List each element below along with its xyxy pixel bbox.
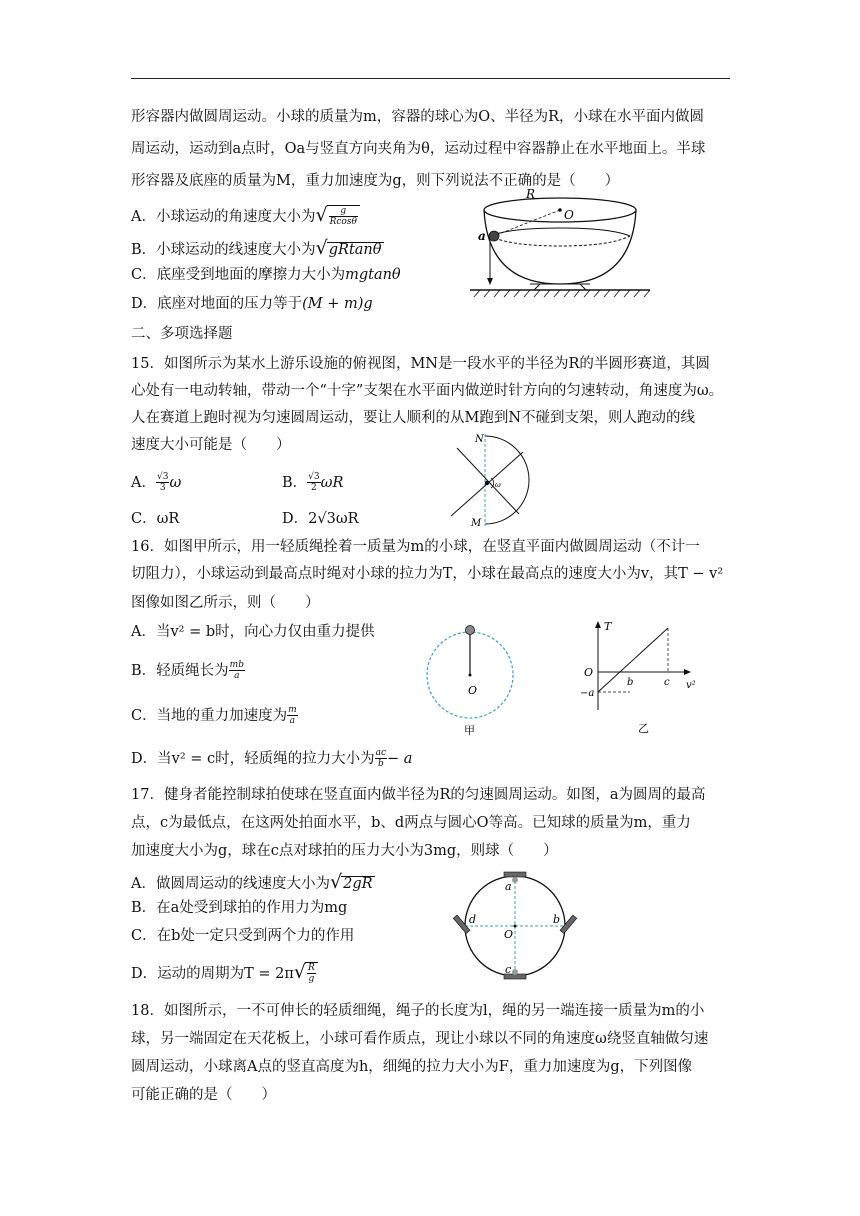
q17-line-1: 17．健身者能控制球拍使球在竖直面内做半径为R的匀速圆周运动。如图，a为圆周的最高 bbox=[131, 787, 706, 803]
q16-line-1: 16．如图甲所示，用一轻质绳拴着一质量为m的小球，在竖直平面内做圆周运动（不计一 bbox=[131, 539, 700, 555]
racket-label-b: b bbox=[553, 913, 561, 926]
q16-option-a[interactable]: A．当v² = b时，向心力仅由重力提供 bbox=[131, 624, 375, 640]
q17-option-a[interactable]: A．做圆周运动的线速度大小为√2gR bbox=[131, 871, 373, 893]
q18-line-4: 可能正确的是（ ） bbox=[131, 1087, 276, 1103]
graph-label-o: O bbox=[584, 666, 594, 679]
bowl-label-a: a bbox=[478, 229, 486, 243]
track-label-omega: ω bbox=[495, 481, 501, 489]
q16-option-c[interactable]: C．当地的重力加速度为 $\frac{m}{a}$ bbox=[131, 705, 297, 727]
graph-label-c: c bbox=[664, 677, 670, 688]
q15-option-b[interactable]: B． $\frac{√3}{2}$ ωR bbox=[282, 472, 344, 494]
q15-line-4: 速度大小可能是（ ） bbox=[131, 437, 291, 453]
q16-option-b[interactable]: B．轻质绳长为 $\frac{mb}{a}$ bbox=[131, 660, 244, 682]
q15-option-d[interactable]: D．2√3ωR bbox=[282, 511, 359, 527]
bowl-figure bbox=[470, 188, 650, 298]
q15-line-2: 心处有一电动转轴，带动一个“十字”支架在水平面内做逆时针方向的匀速转动，角速度为ω。 bbox=[131, 383, 724, 399]
section-heading: 二、多项选择题 bbox=[131, 326, 233, 342]
q14-option-a[interactable]: A．小球运动的角速度大小为√ $\frac{g}{Rcos\theta}$ bbox=[131, 205, 360, 228]
racket-circle-figure bbox=[455, 868, 580, 983]
bowl-label-r: R bbox=[526, 187, 536, 201]
q14-option-d[interactable]: D．底座对地面的压力等于(M + m)g bbox=[131, 296, 373, 312]
track-label-m: M bbox=[471, 518, 482, 529]
q16-option-d[interactable]: D．当v² = c时，轻质绳的拉力大小为 $\frac{ac}{b}$ − a bbox=[131, 748, 413, 770]
q14-line-3: 形容器及底座的质量为M，重力加速度为g，则下列说法不正确的是（ ） bbox=[131, 173, 620, 189]
q17-option-d[interactable]: D．运动的周期为T = 2π√ $\frac{R}{g}$ bbox=[131, 962, 318, 985]
q14-option-c[interactable]: C．底座受到地面的摩擦力大小为mgtanθ bbox=[131, 267, 401, 283]
q18-line-1: 18．如图所示，一不可伸长的轻质细绳，绳子的长度为l，绳的另一端连接一质量为m的小 bbox=[131, 1003, 705, 1019]
q14-option-b[interactable]: B．小球运动的线速度大小为√gRtanθ bbox=[131, 237, 382, 259]
q17-option-b[interactable]: B．在a处受到球拍的作用力为mg bbox=[131, 900, 348, 916]
track-label-n: N bbox=[475, 434, 484, 445]
rope-caption: 甲 bbox=[464, 724, 475, 737]
q15-option-a[interactable]: A． $\frac{√3}{3}$ ω bbox=[131, 472, 182, 494]
racket-label-d: d bbox=[469, 913, 477, 926]
bowl-label-o: O bbox=[564, 208, 574, 222]
graph-label-t: T bbox=[604, 620, 612, 633]
t-v2-graph bbox=[578, 618, 708, 738]
q17-line-2: 点，c为最低点，在这两处拍面水平，b、d两点与圆心O等高。已知球的质量为m，重力 bbox=[131, 815, 691, 831]
graph-label-minus-a: −a bbox=[580, 688, 595, 699]
rope-circle-figure bbox=[420, 620, 520, 740]
q14-line-2: 周运动，运动到a点时，Oa与竖直方向夹角为θ，运动过程中容器静止在水平地面上。半球 bbox=[131, 141, 706, 157]
racket-label-c: c bbox=[505, 963, 512, 976]
q17-line-3: 加速度大小为g，球在c点对球拍的压力大小为3mg，则球（ ） bbox=[131, 843, 558, 859]
q16-line-2: 切阻力），小球运动到最高点时绳对小球的拉力为T，小球在最高点的速度大小为v，其T − v² bbox=[131, 566, 724, 582]
q15-line-3: 人在赛道上跑时视为匀速圆周运动，要让人顺利的从M跑到N不碰到支架，则人跑动的线 bbox=[131, 410, 696, 426]
track-figure bbox=[445, 430, 555, 530]
rope-label-o: O bbox=[468, 684, 478, 697]
racket-label-a: a bbox=[505, 880, 512, 893]
racket-label-o: O bbox=[504, 928, 514, 941]
q15-option-c[interactable]: C．ωR bbox=[131, 511, 180, 527]
q17-option-c[interactable]: C．在b处一定只受到两个力的作用 bbox=[131, 928, 355, 944]
q16-line-3: 图像如图乙所示，则（ ） bbox=[131, 595, 320, 611]
q14-line-1: 形容器内做圆周运动。小球的质量为m，容器的球心为O、半径为R，小球在水平面内做圆 bbox=[131, 109, 705, 125]
q18-line-2: 球，另一端固定在天花板上，小球可看作质点，现让小球以不同的角速度ω绕竖直轴做匀速 bbox=[131, 1031, 709, 1047]
graph-label-v2: v² bbox=[686, 680, 696, 691]
graph-caption: 乙 bbox=[638, 722, 649, 735]
q15-line-1: 15．如图所示为某水上游乐设施的俯视图，MN是一段水平的半径为R的半圆形赛道，其圆 bbox=[131, 356, 710, 372]
q18-line-3: 圆周运动，小球离A点的竖直高度为h，细绳的拉力大小为F，重力加速度为g，下列图像 bbox=[131, 1059, 693, 1075]
header-rule bbox=[131, 78, 730, 79]
graph-label-b: b bbox=[627, 677, 634, 688]
